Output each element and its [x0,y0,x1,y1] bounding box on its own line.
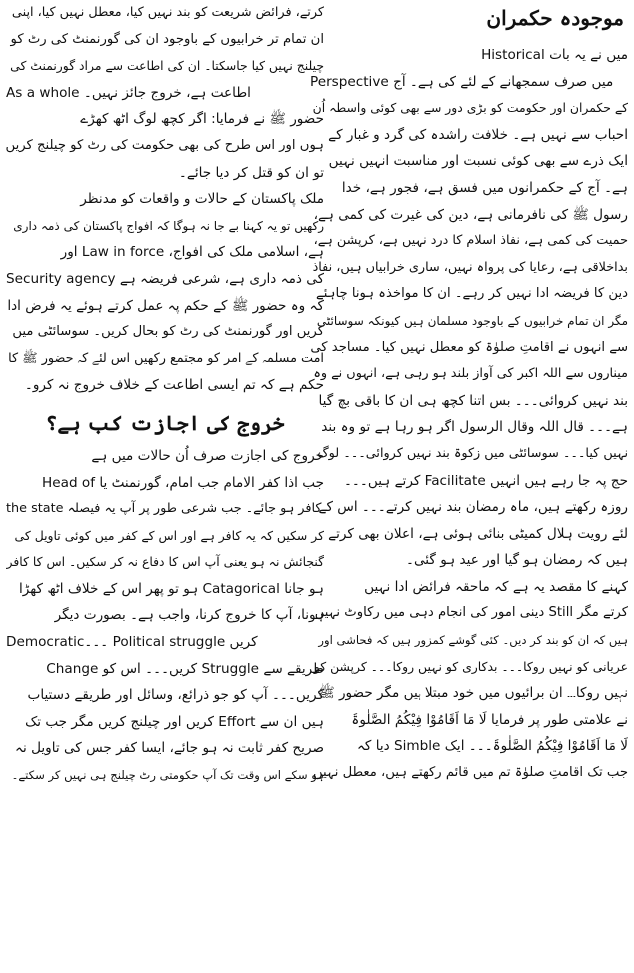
text-line: بند نہیں کروائی۔۔۔ بس اتنا کچھ ہی ان کا باقی بچ گیا [318,392,628,409]
text-line: ہو سکے اس وقت تک آپ حکومتی رٹ چیلنج ہی نہیں کر سکتے۔ [11,768,324,783]
text-line: رسول ﷺ کی نافرمانی ہے، دین کی غیرت کی کمی ہے، [313,206,628,223]
text-line: ہیں کہ ان کو بند کر دیں۔ کئی گوشے کمزور ہیں کہ فحاشی اور [318,633,628,648]
text-line: صریح کفر ثابت نہ ہو جائے، ایسا کفر جس کی تاویل نہ [15,740,324,757]
text-line: حکم ہے کہ تم ایسی اطاعت کے خلاف خروج نہ کرو۔ [24,377,324,394]
text-line: ملک پاکستان کے حالات و واقعات کو مدنظر [80,191,324,208]
text-line: عریانی کو نہیں روکا۔۔۔ بدکاری کو نہیں روکا۔۔۔ کرپشن کو [313,658,628,674]
right-column-text [310,42,628,787]
text-line: رکھیں تو یہ کہنا بے جا نہ ہوگا کہ افواج پاکستان کی ذمہ داری [13,218,324,233]
text-line: ہو جانا Catagorical ہو تو پھر اس کے خلاف اٹھ کھڑا [19,580,324,597]
text-line: As a whole اطاعت ہے، خروج جائز نہیں۔ [6,84,251,101]
right-column [310,0,628,973]
text-line: ہوں اور اس طرح کی بھی حکومت کی رٹ کو چیلنج کریں [6,137,324,153]
text-line: خروج کی اجازت صرف اُن حالات میں ہے [91,447,324,464]
text-line: Democratic۔۔۔ Political struggle کریں [6,634,258,651]
text-line: کے حکمران اور حکومت کو بڑی دور سے بھی کوئی واسطہ اُن [312,100,628,116]
text-line: کہنے کا مقصد یہ ہے کہ ماحقہ فرائض ادا نہیں [364,578,628,595]
text-line: ہونا، آپ کا خروج کرنا، واجب ہے۔ بصورت دیگر [54,607,324,624]
text-line: ہے، اسلامی ملک کی افواج، Law in force اور [60,244,324,261]
text-line: ہیں ان سے Effort کریں اور چیلنج کریں مگر جب تک [25,713,324,730]
text-line: کرتے مگر Still دینی امور کی انجام دہی میں رکاوٹ نہیں [314,605,628,621]
text-line: روزہ رکھتے ہیں، ماہ رمضان بند نہیں کرتے۔۔۔ اس کے [318,499,628,516]
text-line: تو ان کو قتل کر دیا جائے۔ [178,164,324,181]
text-line: احباب سے نہیں ہے۔ خلافت راشدہ کی گرد و غبار کے [328,126,628,143]
text-line: Security agency کی ذمہ داری ہے، شرعی فریضہ ہے [6,270,324,287]
text-line: حج پہ جا رہے ہیں انہیں Facilitate کرتے ہیں۔۔۔ [343,472,628,489]
text-line: کر سکیں کہ یہ کافر ہے اور اس کے کفر میں کوئی تاویل کی [14,527,324,543]
text-line: میناروں سے اللہ اکبر کی آواز بلند ہو رہی ہے، انہوں نے وہ [313,366,628,382]
text-line: جب اذا کفر الامام جب امام، گورنمنٹ یا Head of [42,474,324,491]
text-line: گنجائش نہ ہو یعنی آپ اس کا دفاع نہ کر سکیں۔ اس کا کافر [6,554,324,570]
section-heading-current-rulers: موجودہ حکمران [486,6,624,30]
text-line: لئے رویت ہلال کمیٹی بنائی ہوئی ہے، اعلان بھی کرتے [328,525,628,542]
text-line: ہے۔۔۔ قال اللہ وقال الرسول اگر ہو رہا ہے تو وہ بند [321,419,628,436]
text-line: کریں اور گورنمنٹ کی رٹ کو بحال کریں۔ سوسائٹی میں [12,324,324,340]
text-line: چیلنج نہیں کیا جاسکتا۔ ان کی اطاعت سے مراد گورنمنٹ کی [10,58,324,74]
text-line: Perspective میں صرف سمجھانے کے لئے کی ہے۔ آج [310,73,614,90]
text-line: حضور ﷺ نے فرمایا: اگر کچھ لوگ اٹھ کھڑے [80,111,324,128]
text-line: طریقے سے Struggle کریں۔۔۔ اس کو Change [46,660,324,677]
text-line: ایک ذرے سے بھی کوئی نسبت اور مناسبت انہیں نہیں [328,153,628,170]
left-column [6,0,324,973]
text-line: سے انہوں نے اقامتِ صلوٰۃ کو معطل نہیں کیا۔ مساجد کی [310,339,628,355]
text-line: میں نے یہ بات Historical [481,47,628,63]
text-line: بداخلاقی ہے، رعایا کی پرواہ نہیں، ساری خرابیاں ہیں، نفاذ [312,259,628,275]
text-line: کرتے، فرائض شریعت کو بند نہیں کیا، معطل نہیں کیا، اپنی [11,5,324,20]
text-line: جب تک اقامتِ صلوٰۃ تم میں قائم رکھتے ہیں، معطل نہیں [313,765,628,781]
section-heading-permission-of-rebellion: خروج کی اجازت کب ہے؟ [45,410,285,435]
text-line: حمیت کی کمی ہے، نفاذ اسلام کا درد نہیں ہے، کرپشن ہے، [313,233,628,249]
text-line: the state کافر ہو جائے۔ جب شرعی طور پر آپ یہ فیصلہ [6,501,322,517]
text-line: نہیں روکا۔۔۔ ان برائیوں میں خود مبتلا ہیں مگر حضور ﷺ [318,685,628,702]
text-line: کریں۔۔۔ آپ کو جو ذرائع، وسائل اور طریقے دستیاب [27,687,324,704]
text-line: امت مسلمہ کے امر کو مجتمع رکھیں اس لئے کہ حضور ﷺ کا [8,350,324,366]
text-line: ان تمام تر خرابیوں کے باوجود ان کی گورنمنٹ کی رٹ کو [10,31,324,47]
text-line: مگر ان تمام خرابیوں کے باوجود مسلمان ہیں کیونکہ سوسائٹی [316,313,628,328]
left-column-text-bottom [6,443,324,789]
text-line: لَا مَا اَقَامُوْا فِيْكُمُ الصَّلٰوۃَ۔۔۔ ایک Simble دیا کہ [356,738,628,755]
text-line: ہے۔ آج کے حکمرانوں میں فسق ہے، فجور ہے، خدا [341,179,628,196]
text-line: دین کا فریضہ ادا نہیں کر رہے۔ ان کا مواخذہ ہونا چاہئے [316,286,628,302]
text-line: ہیں کہ رمضان ہو گیا اور عید ہو گئی۔ [406,552,628,569]
left-column-text-top [6,0,324,399]
text-line: نے علامتی طور پر فرمایا لَا مَا اَقَامُوْا فِيْكُمُ الصَّلٰوۃَ [351,711,628,728]
text-line: نہیں کیا۔۔۔ سوسائٹی میں زکوۃ بند نہیں کروائی۔۔۔ لوگ [317,445,628,461]
text-line: کہ وہ حضور ﷺ کے حکم پہ عمل کرتے ہوئے یہ فرض ادا [7,297,324,314]
